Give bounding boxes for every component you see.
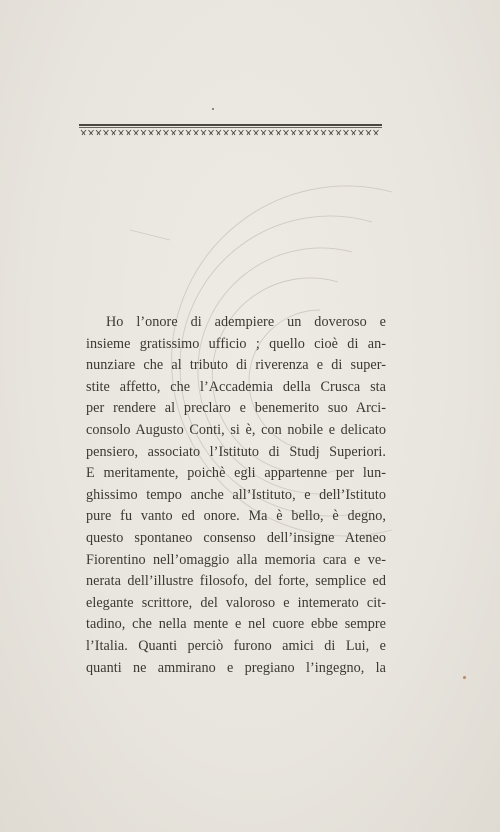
text-line: stite affetto, che l’Accademia della Crusca sta — [86, 378, 386, 395]
printer-dot — [212, 108, 214, 110]
header-ornament — [79, 124, 382, 136]
ornament-glyph — [171, 130, 176, 135]
paper-speck — [463, 676, 466, 679]
ornament-glyph — [359, 130, 364, 135]
ornament-rule — [79, 124, 382, 126]
ornament-glyph — [321, 130, 326, 135]
ornament-glyph — [141, 130, 146, 135]
ornament-glyph — [194, 130, 199, 135]
ornament-glyph — [269, 130, 274, 135]
ornament-glyph — [254, 130, 259, 135]
ornament-glyph — [186, 130, 191, 135]
ornament-glyph — [156, 130, 161, 135]
ornament-glyph — [111, 130, 116, 135]
text-line: per rendere al preclaro e benemerito suo Arci- — [86, 400, 386, 417]
ornament-glyph — [126, 130, 131, 135]
ornament-glyph — [104, 130, 109, 135]
text-line: tadino, che nella mente e nel cuore ebbe sempre — [86, 616, 386, 633]
ornament-glyph — [314, 130, 319, 135]
ornament-glyph — [149, 130, 154, 135]
ornament-glyph — [201, 130, 206, 135]
ornament-glyph — [224, 130, 229, 135]
text-line: nerata dell’illustre filosofo, del forte, semplice ed — [86, 573, 386, 590]
ornament-pattern — [79, 129, 382, 136]
text-line: quanti ne ammirano e pregiano l’ingegno, la — [86, 659, 386, 676]
text-line: elegante scrittore, del valoroso e intemerato cit- — [86, 594, 386, 611]
ornament-glyph — [81, 130, 86, 135]
ornament-glyph — [351, 130, 356, 135]
text-line: pensiero, associato l’Istituto di Studj Superiori. — [86, 443, 386, 460]
ornament-glyph — [336, 130, 341, 135]
ornament-glyph — [246, 130, 251, 135]
ornament-glyph — [344, 130, 349, 135]
text-line: nunziare che al tributo di riverenza e di super- — [86, 357, 386, 374]
text-line: pure fu vanto ed onore. Ma è bello, è degno, — [86, 508, 386, 525]
ornament-glyph — [119, 130, 124, 135]
ornament-glyph — [284, 130, 289, 135]
ornament-glyph — [179, 130, 184, 135]
body-text — [86, 312, 386, 679]
ornament-glyph — [329, 130, 334, 135]
ornament-glyph — [216, 130, 221, 135]
ornament-glyph — [261, 130, 266, 135]
text-line: questo spontaneo consenso dell’insigne Ateneo — [86, 529, 386, 546]
text-line: l’Italia. Quanti perciò furono amici di Lui, e — [86, 637, 386, 654]
ornament-glyph — [299, 130, 304, 135]
ornament-glyph — [291, 130, 296, 135]
ornament-glyph — [89, 130, 94, 135]
ornament-glyph — [239, 130, 244, 135]
ornament-rule-thin — [79, 127, 382, 128]
text-line: Fiorentino nell’omaggio alla memoria cara e ve- — [86, 551, 386, 568]
ornament-glyph — [134, 130, 139, 135]
ornament-glyph — [276, 130, 281, 135]
text-line: Ho l’onore di adempiere un doveroso e — [106, 314, 386, 330]
ornament-glyph — [231, 130, 236, 135]
text-line: E meritamente, poichè egli appartenne per lun- — [86, 465, 386, 482]
ornament-glyph — [209, 130, 214, 135]
ornament-glyph — [96, 130, 101, 135]
text-line: ghissimo tempo anche all’Istituto, e dell’Istituto — [86, 486, 386, 503]
ornament-glyph — [306, 130, 311, 135]
text-line: consolo Augusto Conti, si è, con nobile e delicato — [86, 421, 386, 438]
ornament-glyph — [374, 130, 379, 135]
ornament-glyph — [164, 130, 169, 135]
text-line: insieme gratissimo ufficio ; quello cioè di an- — [86, 335, 386, 352]
ornament-glyph — [366, 130, 371, 135]
